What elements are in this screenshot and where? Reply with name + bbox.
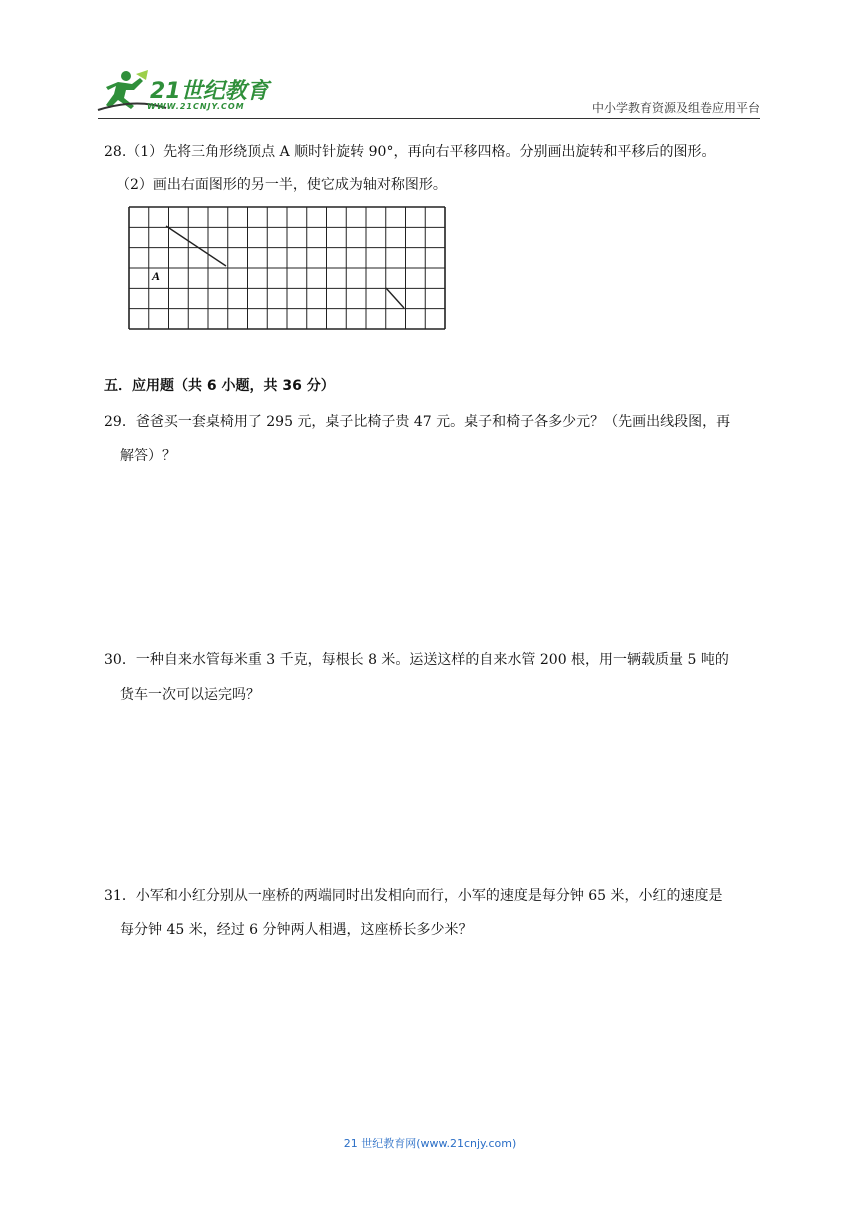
half-figure-edge [386,288,404,308]
question-31-line-1: 31．小军和小红分别从一座桥的两端同时出发相向而行，小军的速度是每分钟 65 米，小红的速度是 [104,888,723,904]
platform-name: 中小学教育资源及组卷应用平台 [591,101,760,115]
header-divider [98,118,760,119]
logo-text: 21世纪教育 [150,79,269,104]
question-29-line-2: 解答）？ [120,448,176,464]
question-28-part-1: 28.（1）先将三角形绕顶点 A 顺时针旋转 90°，再向右平移四格。分别画出旋转和平移后的图形。 [104,144,716,160]
question-30-line-1: 30．一种自来水管每米重 3 千克，每根长 8 米。运送这样的自来水管 200 根，用一辆载质量 5 吨的 [104,652,729,668]
point-a-label: A [152,269,161,283]
page-footer: 21 世纪教育网(www.21cnjy.com) [343,1137,517,1150]
triangle-edge [166,226,226,266]
page-header [0,0,860,120]
question-28-part-2: （2）画出右面图形的另一半，使它成为轴对称图形。 [116,177,447,193]
section-title: 五．应用题（共 6 小题，共 36 分） [104,378,335,394]
question-30-line-2: 货车一次可以运完吗？ [120,687,260,703]
question-31-line-2: 每分钟 45 米，经过 6 分钟两人相遇，这座桥长多少米？ [120,922,473,938]
question-29-line-1: 29．爸爸买一套桌椅用了 295 元，桌子比椅子贵 47 元。桌子和椅子各多少元？（先画出线段图，再 [104,414,731,430]
logo-url: WWW.21CNJY.COM [147,102,245,111]
square-grid-figure [128,206,446,330]
